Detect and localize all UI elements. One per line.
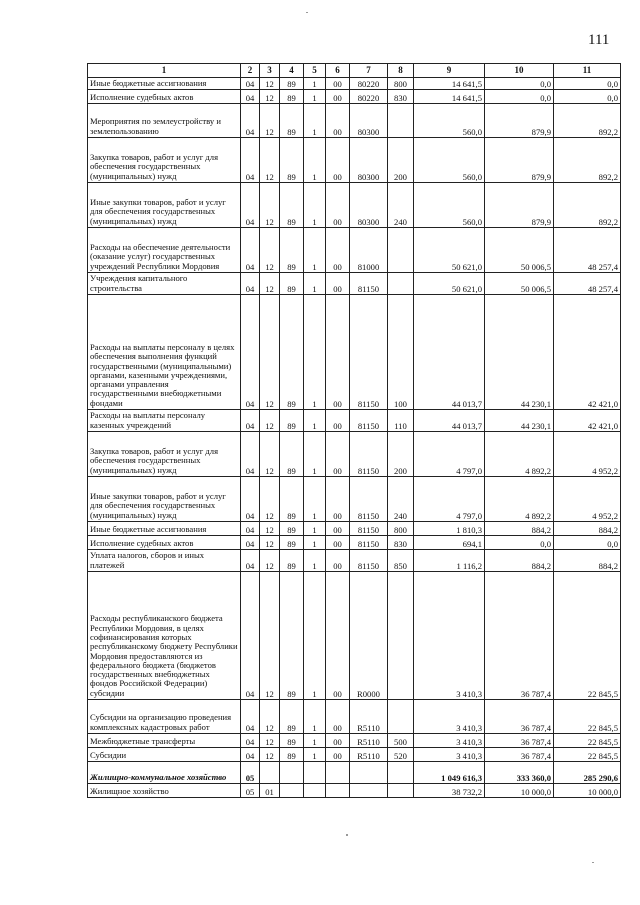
cell-c6	[326, 784, 350, 798]
cell-c7: 80300	[350, 183, 388, 228]
cell-c3: 12	[260, 700, 280, 734]
cell-c4: 89	[280, 228, 304, 273]
cell-c5	[304, 784, 326, 798]
cell-c2: 04	[241, 734, 260, 748]
scan-mark	[346, 834, 348, 836]
scan-mark	[592, 862, 594, 863]
cell-c6: 00	[326, 410, 350, 432]
cell-c3: 12	[260, 734, 280, 748]
cell-c5: 1	[304, 410, 326, 432]
cell-c8: 830	[388, 90, 414, 104]
row-name: Жилищно-коммунальное хозяйство	[88, 762, 241, 784]
cell-c5: 1	[304, 228, 326, 273]
cell-v10: 0,0	[485, 90, 554, 104]
cell-c6: 00	[326, 550, 350, 572]
cell-c5: 1	[304, 78, 326, 90]
cell-c8	[388, 784, 414, 798]
cell-v10: 44 230,1	[485, 295, 554, 410]
table-row	[88, 536, 621, 550]
cell-c5: 1	[304, 432, 326, 477]
cell-v10: 36 787,4	[485, 572, 554, 700]
column-header-11: 11	[554, 64, 621, 78]
cell-c3: 12	[260, 572, 280, 700]
cell-v10: 333 360,0	[485, 762, 554, 784]
row-name: Учреждения капитального строительства	[88, 273, 241, 295]
cell-v9: 14 641,5	[414, 78, 485, 90]
cell-c3: 12	[260, 748, 280, 762]
cell-c8: 800	[388, 522, 414, 536]
cell-v10: 4 892,2	[485, 432, 554, 477]
cell-c7: 81150	[350, 432, 388, 477]
cell-v11: 884,2	[554, 550, 621, 572]
cell-c6: 00	[326, 138, 350, 183]
table-row	[88, 522, 621, 536]
cell-c6: 00	[326, 536, 350, 550]
cell-c2: 04	[241, 104, 260, 138]
cell-c7: 80300	[350, 138, 388, 183]
cell-v11: 0,0	[554, 78, 621, 90]
column-header-7: 7	[350, 64, 388, 78]
table-row	[88, 90, 621, 104]
cell-c4: 89	[280, 477, 304, 522]
table-row	[88, 572, 621, 700]
cell-c8: 100	[388, 295, 414, 410]
budget-table	[87, 63, 621, 798]
cell-c6: 00	[326, 700, 350, 734]
row-name: Исполнение судебных актов	[88, 536, 241, 550]
cell-v10: 884,2	[485, 550, 554, 572]
cell-c3: 12	[260, 183, 280, 228]
row-name: Расходы на выплаты персоналу казенных учреждений	[88, 410, 241, 432]
cell-v9: 50 621,0	[414, 228, 485, 273]
cell-c2: 04	[241, 572, 260, 700]
table-row	[88, 273, 621, 295]
cell-c4: 89	[280, 90, 304, 104]
cell-c2: 04	[241, 78, 260, 90]
cell-c7: 81150	[350, 550, 388, 572]
cell-v10: 879,9	[485, 183, 554, 228]
cell-v11: 22 845,5	[554, 700, 621, 734]
cell-v9: 50 621,0	[414, 273, 485, 295]
cell-c8	[388, 572, 414, 700]
cell-c2: 04	[241, 183, 260, 228]
cell-c2: 05	[241, 762, 260, 784]
column-header-6: 6	[326, 64, 350, 78]
page-number: 111	[588, 32, 610, 48]
cell-c8: 800	[388, 78, 414, 90]
table-row	[88, 700, 621, 734]
cell-c4: 89	[280, 572, 304, 700]
cell-c5: 1	[304, 138, 326, 183]
cell-v10: 10 000,0	[485, 784, 554, 798]
cell-c8: 830	[388, 536, 414, 550]
scan-mark	[306, 12, 308, 13]
cell-c5: 1	[304, 90, 326, 104]
cell-c6: 00	[326, 104, 350, 138]
table-row	[88, 477, 621, 522]
cell-v10: 879,9	[485, 104, 554, 138]
cell-v9: 3 410,3	[414, 700, 485, 734]
cell-c2: 04	[241, 432, 260, 477]
cell-c4: 89	[280, 104, 304, 138]
cell-v11: 0,0	[554, 90, 621, 104]
cell-v10: 0,0	[485, 536, 554, 550]
row-name: Исполнение судебных актов	[88, 90, 241, 104]
cell-c3	[260, 762, 280, 784]
cell-c5: 1	[304, 700, 326, 734]
cell-c5: 1	[304, 477, 326, 522]
column-header-10: 10	[485, 64, 554, 78]
cell-c4: 89	[280, 522, 304, 536]
cell-c4: 89	[280, 700, 304, 734]
cell-v9: 560,0	[414, 183, 485, 228]
cell-v10: 50 006,5	[485, 273, 554, 295]
table-row	[88, 78, 621, 90]
cell-v9: 3 410,3	[414, 748, 485, 762]
cell-v10: 50 006,5	[485, 228, 554, 273]
cell-c8	[388, 700, 414, 734]
cell-c5: 1	[304, 550, 326, 572]
cell-v10: 44 230,1	[485, 410, 554, 432]
cell-c6: 00	[326, 295, 350, 410]
row-name: Иные закупки товаров, работ и услуг для обеспечения государственных (муниципальных) нужд	[88, 477, 241, 522]
cell-c6: 00	[326, 734, 350, 748]
cell-c7: 81150	[350, 410, 388, 432]
cell-c5: 1	[304, 522, 326, 536]
cell-c7: R0000	[350, 572, 388, 700]
table-row	[88, 784, 621, 798]
cell-c3: 12	[260, 522, 280, 536]
row-name: Иные бюджетные ассигнования	[88, 522, 241, 536]
cell-v11: 884,2	[554, 522, 621, 536]
cell-c6: 00	[326, 273, 350, 295]
cell-v9: 3 410,3	[414, 734, 485, 748]
cell-c2: 04	[241, 477, 260, 522]
cell-c4: 89	[280, 536, 304, 550]
header-row	[88, 64, 621, 78]
cell-v9: 14 641,5	[414, 90, 485, 104]
cell-c8: 240	[388, 477, 414, 522]
cell-c6: 00	[326, 90, 350, 104]
cell-c6	[326, 762, 350, 784]
column-header-2: 2	[241, 64, 260, 78]
cell-c7: 81150	[350, 536, 388, 550]
cell-c2: 04	[241, 550, 260, 572]
cell-c6: 00	[326, 183, 350, 228]
cell-c4: 89	[280, 748, 304, 762]
cell-c4: 89	[280, 183, 304, 228]
cell-c6: 00	[326, 522, 350, 536]
table-body	[88, 78, 621, 798]
row-name: Межбюджетные трансферты	[88, 734, 241, 748]
cell-c4: 89	[280, 273, 304, 295]
cell-v11: 22 845,5	[554, 748, 621, 762]
cell-c6: 00	[326, 477, 350, 522]
table-row	[88, 295, 621, 410]
row-name: Закупка товаров, работ и услуг для обеспечения государственных (муниципальных) нужд	[88, 432, 241, 477]
cell-c5: 1	[304, 536, 326, 550]
cell-c2: 04	[241, 90, 260, 104]
cell-v10: 884,2	[485, 522, 554, 536]
table-row	[88, 104, 621, 138]
cell-v11: 892,2	[554, 183, 621, 228]
cell-v11: 48 257,4	[554, 273, 621, 295]
cell-c8	[388, 762, 414, 784]
cell-c6: 00	[326, 572, 350, 700]
cell-c3: 12	[260, 432, 280, 477]
column-header-5: 5	[304, 64, 326, 78]
cell-c2: 04	[241, 536, 260, 550]
cell-v11: 10 000,0	[554, 784, 621, 798]
cell-c7: 80220	[350, 78, 388, 90]
table-row	[88, 138, 621, 183]
cell-c2: 05	[241, 784, 260, 798]
row-name: Иные закупки товаров, работ и услуг для обеспечения государственных (муниципальных) нужд	[88, 183, 241, 228]
cell-v10: 879,9	[485, 138, 554, 183]
cell-v10: 0,0	[485, 78, 554, 90]
cell-v10: 36 787,4	[485, 700, 554, 734]
cell-v10: 4 892,2	[485, 477, 554, 522]
cell-c4: 89	[280, 550, 304, 572]
cell-v10: 36 787,4	[485, 734, 554, 748]
cell-c2: 04	[241, 522, 260, 536]
cell-c8: 500	[388, 734, 414, 748]
cell-c4: 89	[280, 410, 304, 432]
cell-c2: 04	[241, 410, 260, 432]
cell-v9: 1 049 616,3	[414, 762, 485, 784]
table-row	[88, 410, 621, 432]
cell-c5: 1	[304, 572, 326, 700]
cell-c7: 81150	[350, 477, 388, 522]
cell-c3: 12	[260, 273, 280, 295]
cell-v11: 892,2	[554, 104, 621, 138]
row-name: Жилищное хозяйство	[88, 784, 241, 798]
cell-c7: 81150	[350, 295, 388, 410]
cell-v11: 48 257,4	[554, 228, 621, 273]
table-row	[88, 762, 621, 784]
cell-v9: 4 797,0	[414, 477, 485, 522]
cell-c4: 89	[280, 734, 304, 748]
table-row	[88, 550, 621, 572]
cell-c7: 81150	[350, 522, 388, 536]
cell-c5	[304, 762, 326, 784]
cell-c5: 1	[304, 273, 326, 295]
row-name: Иные бюджетные ассигнования	[88, 78, 241, 90]
cell-c4: 89	[280, 295, 304, 410]
table-row	[88, 183, 621, 228]
row-name: Расходы на обеспечение деятельности (оказание услуг) государственных учреждений Республики Мордовия	[88, 228, 241, 273]
cell-c3: 12	[260, 477, 280, 522]
cell-c8: 110	[388, 410, 414, 432]
cell-c8: 200	[388, 138, 414, 183]
cell-v9: 694,1	[414, 536, 485, 550]
cell-c6: 00	[326, 748, 350, 762]
cell-v9: 44 013,7	[414, 410, 485, 432]
column-header-4: 4	[280, 64, 304, 78]
cell-c7: R5110	[350, 748, 388, 762]
row-name: Закупка товаров, работ и услуг для обеспечения государственных (муниципальных) нужд	[88, 138, 241, 183]
cell-c3: 12	[260, 104, 280, 138]
cell-c4	[280, 784, 304, 798]
cell-c8: 850	[388, 550, 414, 572]
cell-v9: 560,0	[414, 104, 485, 138]
cell-c7: 80300	[350, 104, 388, 138]
cell-v9: 4 797,0	[414, 432, 485, 477]
cell-c3: 12	[260, 536, 280, 550]
cell-c5: 1	[304, 104, 326, 138]
cell-v10: 36 787,4	[485, 748, 554, 762]
cell-c3: 12	[260, 410, 280, 432]
cell-c7: R5110	[350, 734, 388, 748]
cell-v9: 1 116,2	[414, 550, 485, 572]
table-row	[88, 748, 621, 762]
row-name: Субсидии на организацию проведения комплексных кадастровых работ	[88, 700, 241, 734]
column-header-1: 1	[88, 64, 241, 78]
cell-c3: 12	[260, 228, 280, 273]
cell-c4: 89	[280, 138, 304, 183]
cell-c4: 89	[280, 432, 304, 477]
cell-v11: 892,2	[554, 138, 621, 183]
cell-c8	[388, 228, 414, 273]
cell-c6: 00	[326, 432, 350, 477]
cell-c8: 200	[388, 432, 414, 477]
row-name: Уплата налогов, сборов и иных платежей	[88, 550, 241, 572]
cell-v9: 560,0	[414, 138, 485, 183]
cell-c8	[388, 273, 414, 295]
row-name: Мероприятия по землеустройству и землепользованию	[88, 104, 241, 138]
cell-v11: 285 290,6	[554, 762, 621, 784]
cell-c7: 81150	[350, 273, 388, 295]
cell-c2: 04	[241, 273, 260, 295]
cell-c4: 89	[280, 78, 304, 90]
cell-v11: 42 421,0	[554, 295, 621, 410]
column-header-9: 9	[414, 64, 485, 78]
table-row	[88, 228, 621, 273]
cell-v9: 44 013,7	[414, 295, 485, 410]
cell-v11: 4 952,2	[554, 477, 621, 522]
cell-c3: 12	[260, 78, 280, 90]
cell-c2: 04	[241, 228, 260, 273]
cell-c7: 81000	[350, 228, 388, 273]
cell-v9: 3 410,3	[414, 572, 485, 700]
cell-c2: 04	[241, 295, 260, 410]
column-header-3: 3	[260, 64, 280, 78]
cell-v11: 4 952,2	[554, 432, 621, 477]
cell-v11: 42 421,0	[554, 410, 621, 432]
cell-c2: 04	[241, 700, 260, 734]
cell-c3: 12	[260, 90, 280, 104]
table-row	[88, 432, 621, 477]
cell-c5: 1	[304, 183, 326, 228]
row-name: Расходы на выплаты персоналу в целях обеспечения выполнения функций государственными (муниципальными) органами, казенными учреждениями, органами управления государственными внебюджетными фондами	[88, 295, 241, 410]
row-name: Субсидии	[88, 748, 241, 762]
column-header-8: 8	[388, 64, 414, 78]
cell-v11: 22 845,5	[554, 572, 621, 700]
row-name: Расходы республиканского бюджета Республики Мордовия, в целях софинансирования которых республиканскому бюджету Республики Мордовия предоставляются из федерального бюджета (бюджетов государственных внебюджетных фондов Российской Федерации) субсидии	[88, 572, 241, 700]
cell-c5: 1	[304, 748, 326, 762]
cell-c7	[350, 762, 388, 784]
cell-c2: 04	[241, 748, 260, 762]
cell-v9: 38 732,2	[414, 784, 485, 798]
cell-c7: R5110	[350, 700, 388, 734]
cell-v11: 22 845,5	[554, 734, 621, 748]
cell-v9: 1 810,3	[414, 522, 485, 536]
cell-c3: 01	[260, 784, 280, 798]
cell-c6: 00	[326, 78, 350, 90]
cell-c2: 04	[241, 138, 260, 183]
table-row	[88, 734, 621, 748]
cell-c7: 80220	[350, 90, 388, 104]
cell-c3: 12	[260, 295, 280, 410]
cell-c8: 520	[388, 748, 414, 762]
cell-c6: 00	[326, 228, 350, 273]
cell-c8: 240	[388, 183, 414, 228]
cell-c3: 12	[260, 550, 280, 572]
cell-c5: 1	[304, 295, 326, 410]
cell-c8	[388, 104, 414, 138]
cell-c7	[350, 784, 388, 798]
cell-v11: 0,0	[554, 536, 621, 550]
cell-c3: 12	[260, 138, 280, 183]
cell-c5: 1	[304, 734, 326, 748]
cell-c4	[280, 762, 304, 784]
